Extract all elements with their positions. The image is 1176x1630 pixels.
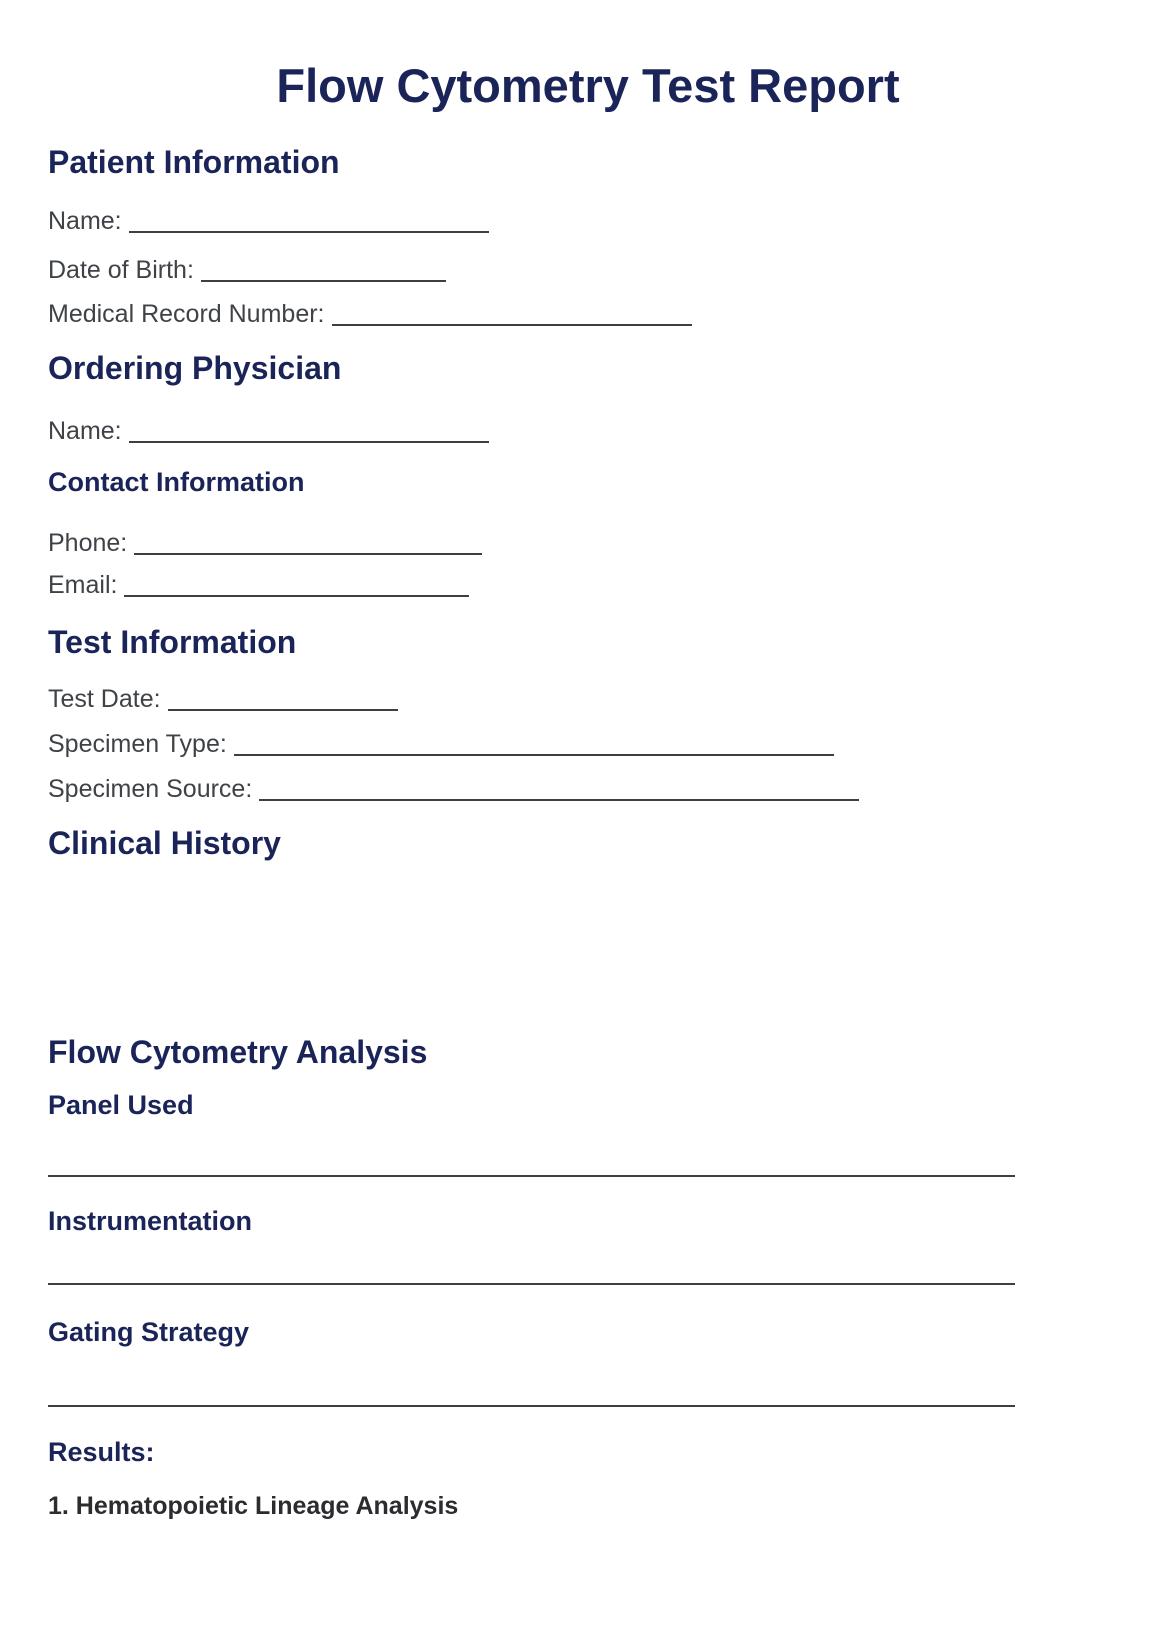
phone-label: Phone:: [48, 529, 128, 558]
clinical-history-heading: Clinical History: [48, 824, 281, 861]
medical-record-number-blank-line: [332, 322, 692, 326]
phone-blank-line: [134, 551, 482, 555]
panel-used-heading: Panel Used: [48, 1090, 194, 1121]
specimen-source-blank-line: [259, 797, 859, 801]
section-ordering-physician: [48, 349, 1015, 602]
section-clinical-history: [48, 824, 1015, 862]
field-row-test-date: [48, 682, 1015, 716]
test-date-label: Test Date:: [48, 684, 161, 713]
medical-record-number-label: Medical Record Number:: [48, 300, 325, 329]
patient-name-blank-line: [129, 229, 489, 233]
field-row-specimen-type: [48, 727, 1015, 761]
results-heading: Results:: [48, 1436, 155, 1467]
date-of-birth-blank-line: [201, 278, 446, 282]
contact-information-heading: Contact Information: [48, 466, 305, 497]
email-blank-line: [124, 593, 469, 597]
field-row-patient-name: [48, 204, 1015, 238]
test-date-blank-line: [168, 707, 398, 711]
email-label: Email:: [48, 571, 118, 600]
field-row-email: [48, 568, 1015, 602]
date-of-birth-label: Date of Birth:: [48, 256, 194, 285]
gating-strategy-blank-line: [48, 1405, 1015, 1407]
patient-information-heading: Patient Information: [48, 144, 340, 181]
patient-name-label: Name:: [48, 207, 122, 236]
field-row-specimen-source: [48, 772, 1015, 806]
page-title: Flow Cytometry Test Report: [276, 59, 900, 112]
field-row-date-of-birth: [48, 253, 1015, 287]
result-item-hematopoietic-lineage-analysis: 1. Hematopoietic Lineage Analysis: [48, 1491, 459, 1520]
field-row-physician-name: [48, 414, 1015, 448]
instrumentation-blank-line: [48, 1283, 1015, 1285]
physician-name-blank-line: [129, 439, 489, 443]
panel-used-blank-line: [48, 1175, 1015, 1177]
specimen-type-blank-line: [234, 752, 834, 756]
test-information-heading: Test Information: [48, 624, 297, 661]
physician-name-label: Name:: [48, 416, 122, 445]
specimen-source-label: Specimen Source:: [48, 774, 253, 803]
instrumentation-heading: Instrumentation: [48, 1205, 253, 1236]
ordering-physician-heading: Ordering Physician: [48, 350, 342, 387]
gating-strategy-heading: Gating Strategy: [48, 1317, 250, 1348]
report-content: [0, 143, 1015, 1521]
section-patient-information: [48, 143, 1015, 331]
field-row-phone: [48, 526, 1015, 560]
specimen-type-label: Specimen Type:: [48, 729, 227, 758]
field-row-medical-record-number: [48, 297, 1015, 331]
section-flow-cytometry-analysis: [48, 1033, 1015, 1521]
flow-cytometry-analysis-heading: Flow Cytometry Analysis: [48, 1034, 428, 1070]
section-test-information: [48, 623, 1015, 805]
